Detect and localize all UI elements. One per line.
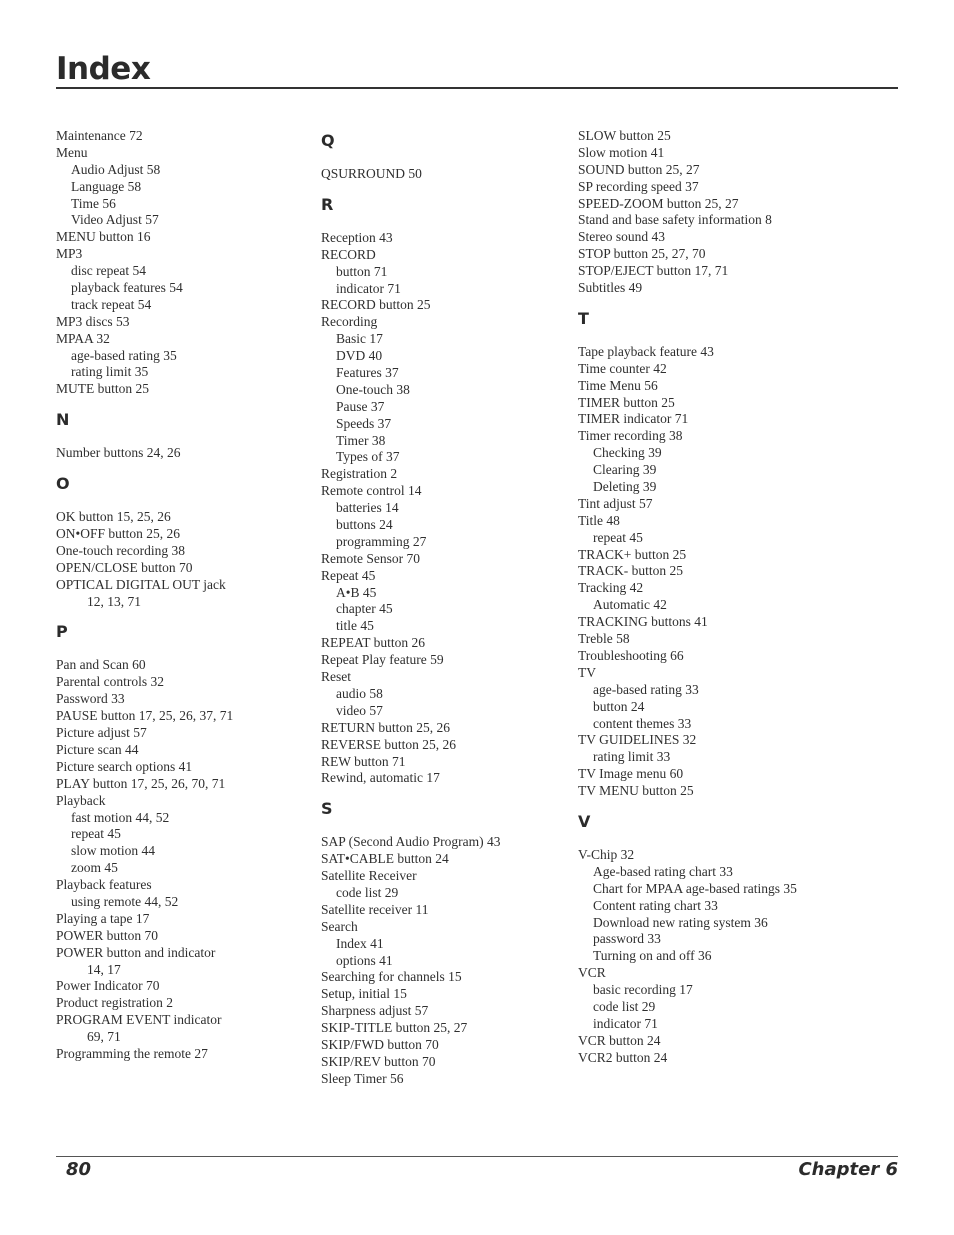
index-subentry: content themes 33 [593, 715, 692, 731]
index-subentry: indicator 71 [593, 1015, 658, 1031]
index-entry: Search [321, 918, 358, 934]
index-subentry: Content rating chart 33 [593, 897, 718, 913]
index-entry: Registration 2 [321, 466, 398, 482]
index-entry: RECORD [321, 246, 376, 262]
index-entry: REW button 71 [321, 753, 406, 769]
index-column-3 [578, 128, 878, 1067]
index-entry: One-touch recording 38 [56, 542, 185, 558]
index-entry: VCR2 button 24 [578, 1049, 668, 1065]
index-entry: MPAA 32 [56, 330, 110, 346]
index-subentry: video 57 [336, 702, 383, 718]
index-subentry: Features 37 [336, 365, 399, 381]
index-subentry: buttons 24 [336, 517, 393, 533]
index-subentry: using remote 44, 52 [71, 893, 179, 909]
index-subentry: Language 58 [71, 178, 142, 194]
index-entry: TRACK+ button 25 [578, 546, 687, 562]
index-entry: OPTICAL DIGITAL OUT jack [56, 576, 226, 592]
index-entry: Stereo sound 43 [578, 229, 665, 245]
index-entry: Stand and base safety information 8 [578, 212, 772, 228]
index-entry: Remote Sensor 70 [321, 550, 420, 566]
index-entry: Rewind, automatic 17 [321, 770, 440, 786]
index-entry: Setup, initial 15 [321, 986, 407, 1002]
index-subentry: Video Adjust 57 [71, 212, 159, 228]
index-entry: OPEN/CLOSE button 70 [56, 559, 193, 575]
index-subentry: Age-based rating chart 33 [593, 863, 733, 879]
index-subentry: Automatic 42 [593, 597, 667, 613]
index-entry: TRACK- button 25 [578, 563, 684, 579]
index-entry: RETURN button 25, 26 [321, 719, 451, 735]
index-entry: TV [578, 664, 596, 680]
index-subentry: rating limit 35 [71, 364, 149, 380]
index-subentry: button 24 [593, 698, 645, 714]
section-letter: O [56, 474, 70, 494]
index-subentry: DVD 40 [336, 348, 383, 364]
index-entry: MUTE button 25 [56, 381, 149, 397]
index-subentry: age-based rating 35 [71, 347, 177, 363]
index-entry: Title 48 [578, 512, 620, 528]
index-subentry: indicator 71 [336, 280, 401, 296]
index-subentry: Deleting 39 [593, 479, 657, 495]
index-entry: MP3 [56, 246, 83, 262]
index-entry: Tint adjust 57 [578, 495, 653, 511]
index-entry: Subtitles 49 [578, 280, 643, 296]
index-subentry: slow motion 44 [71, 843, 156, 859]
index-entry: Timer recording 38 [578, 428, 683, 444]
index-entry: SKIP/FWD button 70 [321, 1036, 439, 1052]
index-entry: Playback features [56, 877, 152, 893]
index-entry: OK button 15, 25, 26 [56, 509, 171, 525]
index-entry: TIMER indicator 71 [578, 411, 689, 427]
index-entry: Playing a tape 17 [56, 910, 150, 926]
index-entry: Time Menu 56 [578, 377, 658, 393]
index-entry: POWER button 70 [56, 927, 159, 943]
index-subentry: password 33 [593, 931, 661, 947]
index-entry: TV MENU button 25 [578, 783, 694, 799]
index-subentry: age-based rating 33 [593, 681, 699, 697]
index-entry: STOP/EJECT button 17, 71 [578, 263, 729, 279]
index-entry: TIMER button 25 [578, 394, 675, 410]
index-entry: Power Indicator 70 [56, 978, 160, 994]
index-entry: PLAY button 17, 25, 26, 70, 71 [56, 775, 226, 791]
index-entry: SKIP-TITLE button 25, 27 [321, 1020, 468, 1036]
index-entry: Reset [321, 669, 351, 685]
index-entry: Tracking 42 [578, 580, 644, 596]
index-subentry: track repeat 54 [71, 296, 152, 312]
index-entry: Satellite Receiver [321, 868, 417, 884]
section-letter: N [56, 410, 70, 430]
index-subentry: fast motion 44, 52 [71, 809, 170, 825]
index-entry: Password 33 [56, 691, 125, 707]
page-number: 80 [66, 1159, 92, 1180]
index-entry: PROGRAM EVENT indicator [56, 1012, 222, 1028]
index-subentry: options 41 [336, 952, 393, 968]
index-entry: Sleep Timer 56 [321, 1070, 404, 1086]
index-subentry: Checking 39 [593, 445, 662, 461]
index-subentry: Download new rating system 36 [593, 914, 768, 930]
section-letter: P [56, 622, 68, 642]
index-subentry: Turning on and off 36 [593, 948, 712, 964]
index-subentry: chapter 45 [336, 601, 393, 617]
index-entry: SLOW button 25 [578, 128, 671, 143]
index-subentry: audio 58 [336, 685, 383, 701]
index-subentry: A•B 45 [336, 584, 377, 600]
index-subentry: title 45 [336, 618, 374, 634]
index-subentry: rating limit 33 [593, 749, 671, 765]
index-subentry: repeat 45 [71, 826, 121, 842]
index-entry: SAT•CABLE button 24 [321, 851, 449, 867]
index-entry: MP3 discs 53 [56, 313, 130, 329]
index-entry-continuation: 12, 13, 71 [87, 593, 141, 609]
index-entry: SP recording speed 37 [578, 178, 699, 194]
index-subentry: code list 29 [593, 998, 656, 1014]
index-entry: Time counter 42 [578, 360, 667, 376]
index-subentry: One-touch 38 [336, 381, 410, 397]
index-subentry: Timer 38 [336, 432, 386, 448]
index-subentry: playback features 54 [71, 280, 183, 296]
index-entry: Programming the remote 27 [56, 1045, 208, 1061]
index-entry: Tape playback feature 43 [578, 343, 714, 359]
index-entry: Maintenance 72 [56, 128, 143, 143]
index-subentry: basic recording 17 [593, 982, 693, 998]
index-entry: Treble 58 [578, 631, 630, 647]
index-entry: SAP (Second Audio Program) 43 [321, 834, 501, 850]
index-subentry: programming 27 [336, 533, 427, 549]
section-letter: V [578, 811, 591, 831]
index-subentry: Basic 17 [336, 331, 383, 347]
index-entry: Repeat Play feature 59 [321, 652, 444, 668]
index-entry: Troubleshooting 66 [578, 647, 684, 663]
index-entry: SOUND button 25, 27 [578, 161, 700, 177]
index-entry: QSURROUND 50 [321, 166, 422, 181]
index-subentry: code list 29 [336, 884, 399, 900]
index-entry: REPEAT button 26 [321, 635, 426, 651]
index-subentry: disc repeat 54 [71, 263, 146, 279]
index-entry: VCR button 24 [578, 1032, 661, 1048]
index-entry: TV Image menu 60 [578, 766, 684, 782]
index-entry: Searching for channels 15 [321, 969, 462, 985]
index-subentry: Clearing 39 [593, 462, 657, 478]
section-letter: Q [321, 131, 335, 150]
index-entry: Repeat 45 [321, 567, 376, 583]
index-subentry: Pause 37 [336, 398, 385, 414]
index-entry: Satellite receiver 11 [321, 901, 429, 917]
page-title: Index [56, 51, 151, 87]
index-entry: Playback [56, 792, 106, 808]
index-entry: Picture scan 44 [56, 741, 139, 757]
index-entry: Number buttons 24, 26 [56, 445, 181, 461]
index-subentry: Audio Adjust 58 [71, 161, 161, 177]
index-entry: Pan and Scan 60 [56, 657, 146, 673]
index-subentry: Types of 37 [336, 449, 400, 465]
index-subentry: button 71 [336, 263, 388, 279]
index-entry: Product registration 2 [56, 995, 173, 1011]
index-entry: REVERSE button 25, 26 [321, 736, 457, 752]
index-entry-continuation: 14, 17 [87, 961, 121, 977]
index-entry: POWER button and indicator [56, 944, 216, 960]
index-subentry: repeat 45 [593, 529, 643, 545]
index-subentry: Speeds 37 [336, 415, 392, 431]
index-entry: Picture adjust 57 [56, 725, 147, 741]
index-entry: Remote control 14 [321, 483, 422, 499]
footer-rule [56, 1156, 898, 1157]
index-entry: PAUSE button 17, 25, 26, 37, 71 [56, 708, 234, 724]
index-entry: V-Chip 32 [578, 846, 635, 862]
index-entry: Parental controls 32 [56, 674, 164, 690]
section-letter: T [578, 308, 589, 328]
index-entry: Sharpness adjust 57 [321, 1003, 429, 1019]
index-entry: Reception 43 [321, 229, 393, 245]
index-entry: Slow motion 41 [578, 144, 665, 160]
index-subentry: Index 41 [336, 935, 384, 951]
section-letter: R [321, 194, 334, 214]
index-entry: MENU button 16 [56, 229, 151, 245]
index-subentry: batteries 14 [336, 500, 399, 516]
index-entry: Recording [321, 314, 378, 330]
index-subentry: Chart for MPAA age-based ratings 35 [593, 880, 797, 896]
index-entry: VCR [578, 965, 606, 981]
index-entry-continuation: 69, 71 [87, 1029, 121, 1045]
index-entry: TRACKING buttons 41 [578, 614, 708, 630]
index-entry: Menu [56, 144, 88, 160]
index-subentry: Time 56 [71, 195, 116, 211]
index-entry: ON•OFF button 25, 26 [56, 526, 180, 542]
index-entry: SKIP/REV button 70 [321, 1053, 436, 1069]
index-entry: RECORD button 25 [321, 297, 431, 313]
index-subentry: zoom 45 [71, 860, 118, 876]
section-letter: S [321, 799, 333, 819]
chapter-label: Chapter 6 [798, 1159, 898, 1180]
index-column-2 [321, 128, 581, 1088]
index-entry: TV GUIDELINES 32 [578, 732, 697, 748]
index-entry: Picture search options 41 [56, 758, 193, 774]
index-entry: SPEED-ZOOM button 25, 27 [578, 195, 739, 211]
index-entry: STOP button 25, 27, 70 [578, 246, 706, 262]
index-column-1 [56, 128, 316, 1063]
header-rule [56, 87, 898, 89]
